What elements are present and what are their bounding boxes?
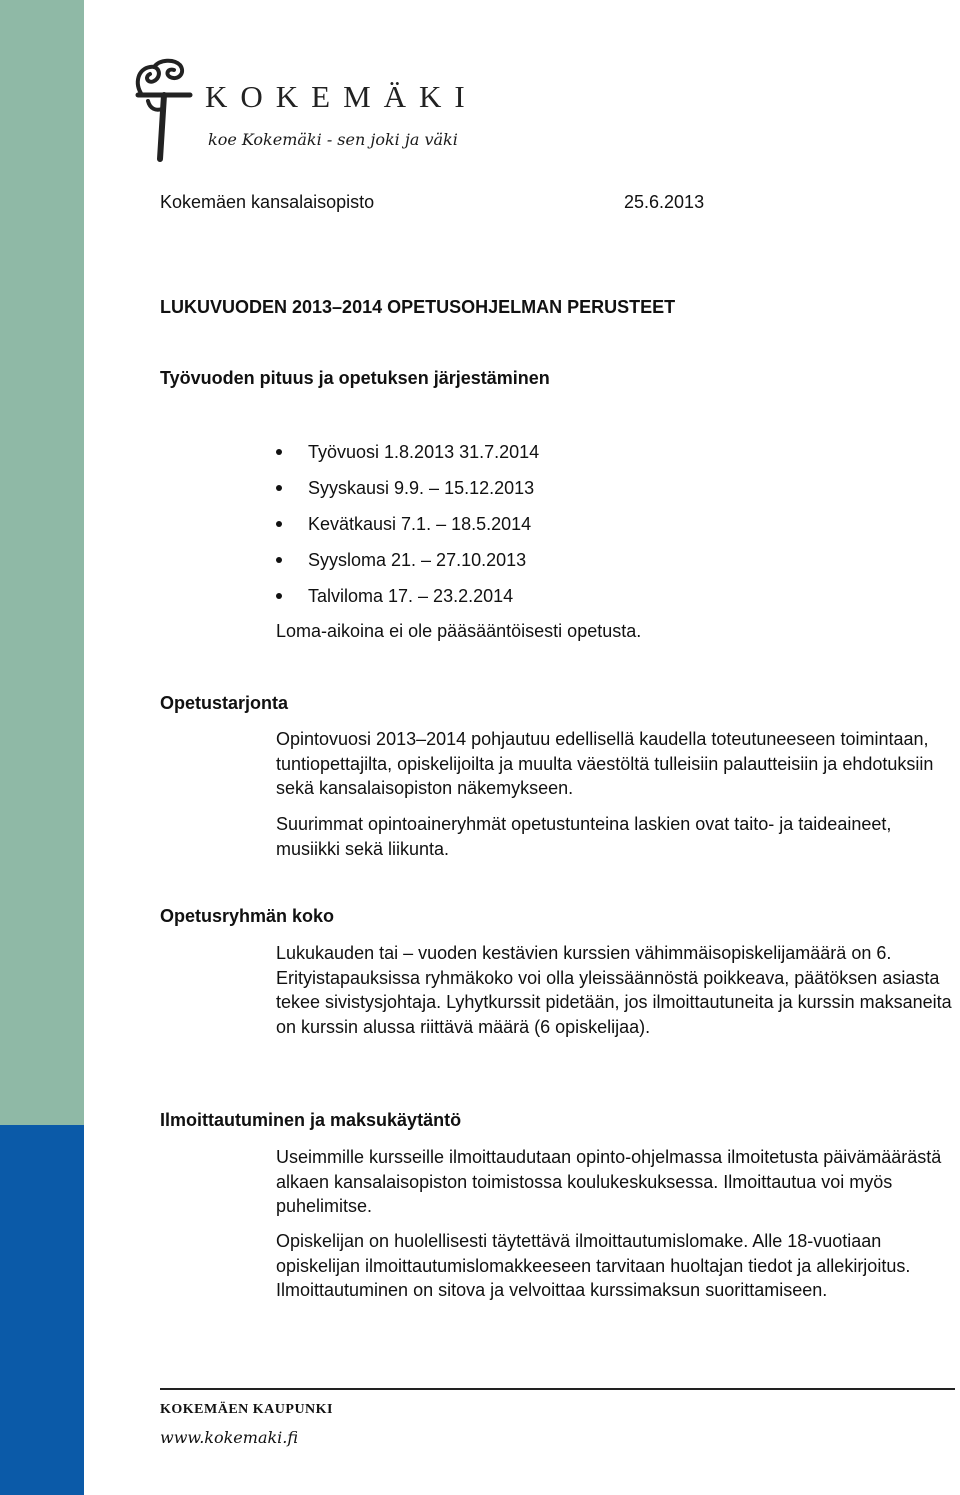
- heading-registration: Ilmoittautuminen ja maksukäytäntö: [160, 1110, 462, 1130]
- heading-groupsize: Opetusryhmän koko: [160, 906, 335, 926]
- footer-brand: KOKEMÄEN KAUPUNKI: [160, 1402, 333, 1417]
- side-band-green: [0, 0, 84, 1125]
- workyear-list: [270, 440, 539, 620]
- page-title: LUKUVUODEN 2013–2014 OPETUSOHJELMAN PERUSTEET: [160, 297, 676, 317]
- list-item: Talviloma 17. – 23.2.2014: [270, 584, 539, 620]
- heading-workyear: Työvuoden pituus ja opetuksen järjestäminen: [160, 368, 550, 388]
- holiday-note: Loma-aikoina ei ole pääsääntöisesti opetusta.: [276, 621, 642, 641]
- list-item: Syysloma 21. – 27.10.2013: [270, 548, 539, 584]
- footer-url: www.kokemaki.fi: [160, 1428, 299, 1447]
- offering-paragraph: Opintovuosi 2013–2014 pohjautuu edellisellä kaudella toteutuneeseen toimintaan, tuntiopettajilta, opiskelijoilta ja muulta väestöltä tulleisiin palautteisiin ja ehdotuksiin sekä kansalaisopiston näkemykseen.: [276, 729, 934, 798]
- logo: [130, 55, 490, 165]
- list-item: Työvuosi 1.8.2013 31.7.2014: [270, 440, 539, 476]
- groupsize-paragraph: Lukukauden tai – vuoden kestävien kurssien vähimmäisopiskelijamäärä on 6. Erityistapauksissa ryhmäkoko voi olla yleissäännöstä poikkeava, päätöksen asiasta tekee sivistysjohtaja. Lyhytkurssit pidetään, jos ilmoittautuneita ja kurssin maksaneita on kurssin alussa riittävä määrä (6 opiskelijaa).: [276, 943, 952, 1037]
- registration-paragraph: Opiskelijan on huolellisesti täytettävä ilmoittautumislomake. Alle 18-vuotiaan opiskelijan ilmoittautumislomakkeeseen tarvitaan huoltajan tiedot ja allekirjoitus. Ilmoittautuminen on sitova ja velvoittaa kurssimaksun suorittamiseen.: [276, 1231, 911, 1300]
- organization-name: Kokemäen kansalaisopisto: [160, 192, 375, 212]
- logo-tagline: koe Kokemäki - sen joki ja väki: [208, 130, 458, 149]
- logo-wordmark: KOKEMÄKI: [205, 79, 478, 114]
- heading-offering: Opetustarjonta: [160, 693, 289, 713]
- document-header: [160, 192, 705, 213]
- list-item: Syyskausi 9.9. – 15.12.2013: [270, 476, 539, 512]
- side-band-blue: [0, 1125, 84, 1495]
- footer-divider: [160, 1388, 955, 1390]
- offering-paragraph: Suurimmat opintoaineryhmät opetustunteina laskien ovat taito- ja taideaineet, musiikki sekä liikunta.: [276, 814, 892, 859]
- registration-paragraph: Useimmille kursseille ilmoittaudutaan opinto-ohjelmassa ilmoitetusta päivämäärästä alkaen kansalaisopiston toimistossa koulukeskuksessa. Ilmoittautua voi myös puhelimitse.: [276, 1147, 942, 1216]
- document-date: 25.6.2013: [624, 192, 705, 212]
- list-item: Kevätkausi 7.1. – 18.5.2014: [270, 512, 539, 548]
- key-emblem-icon: [130, 55, 200, 165]
